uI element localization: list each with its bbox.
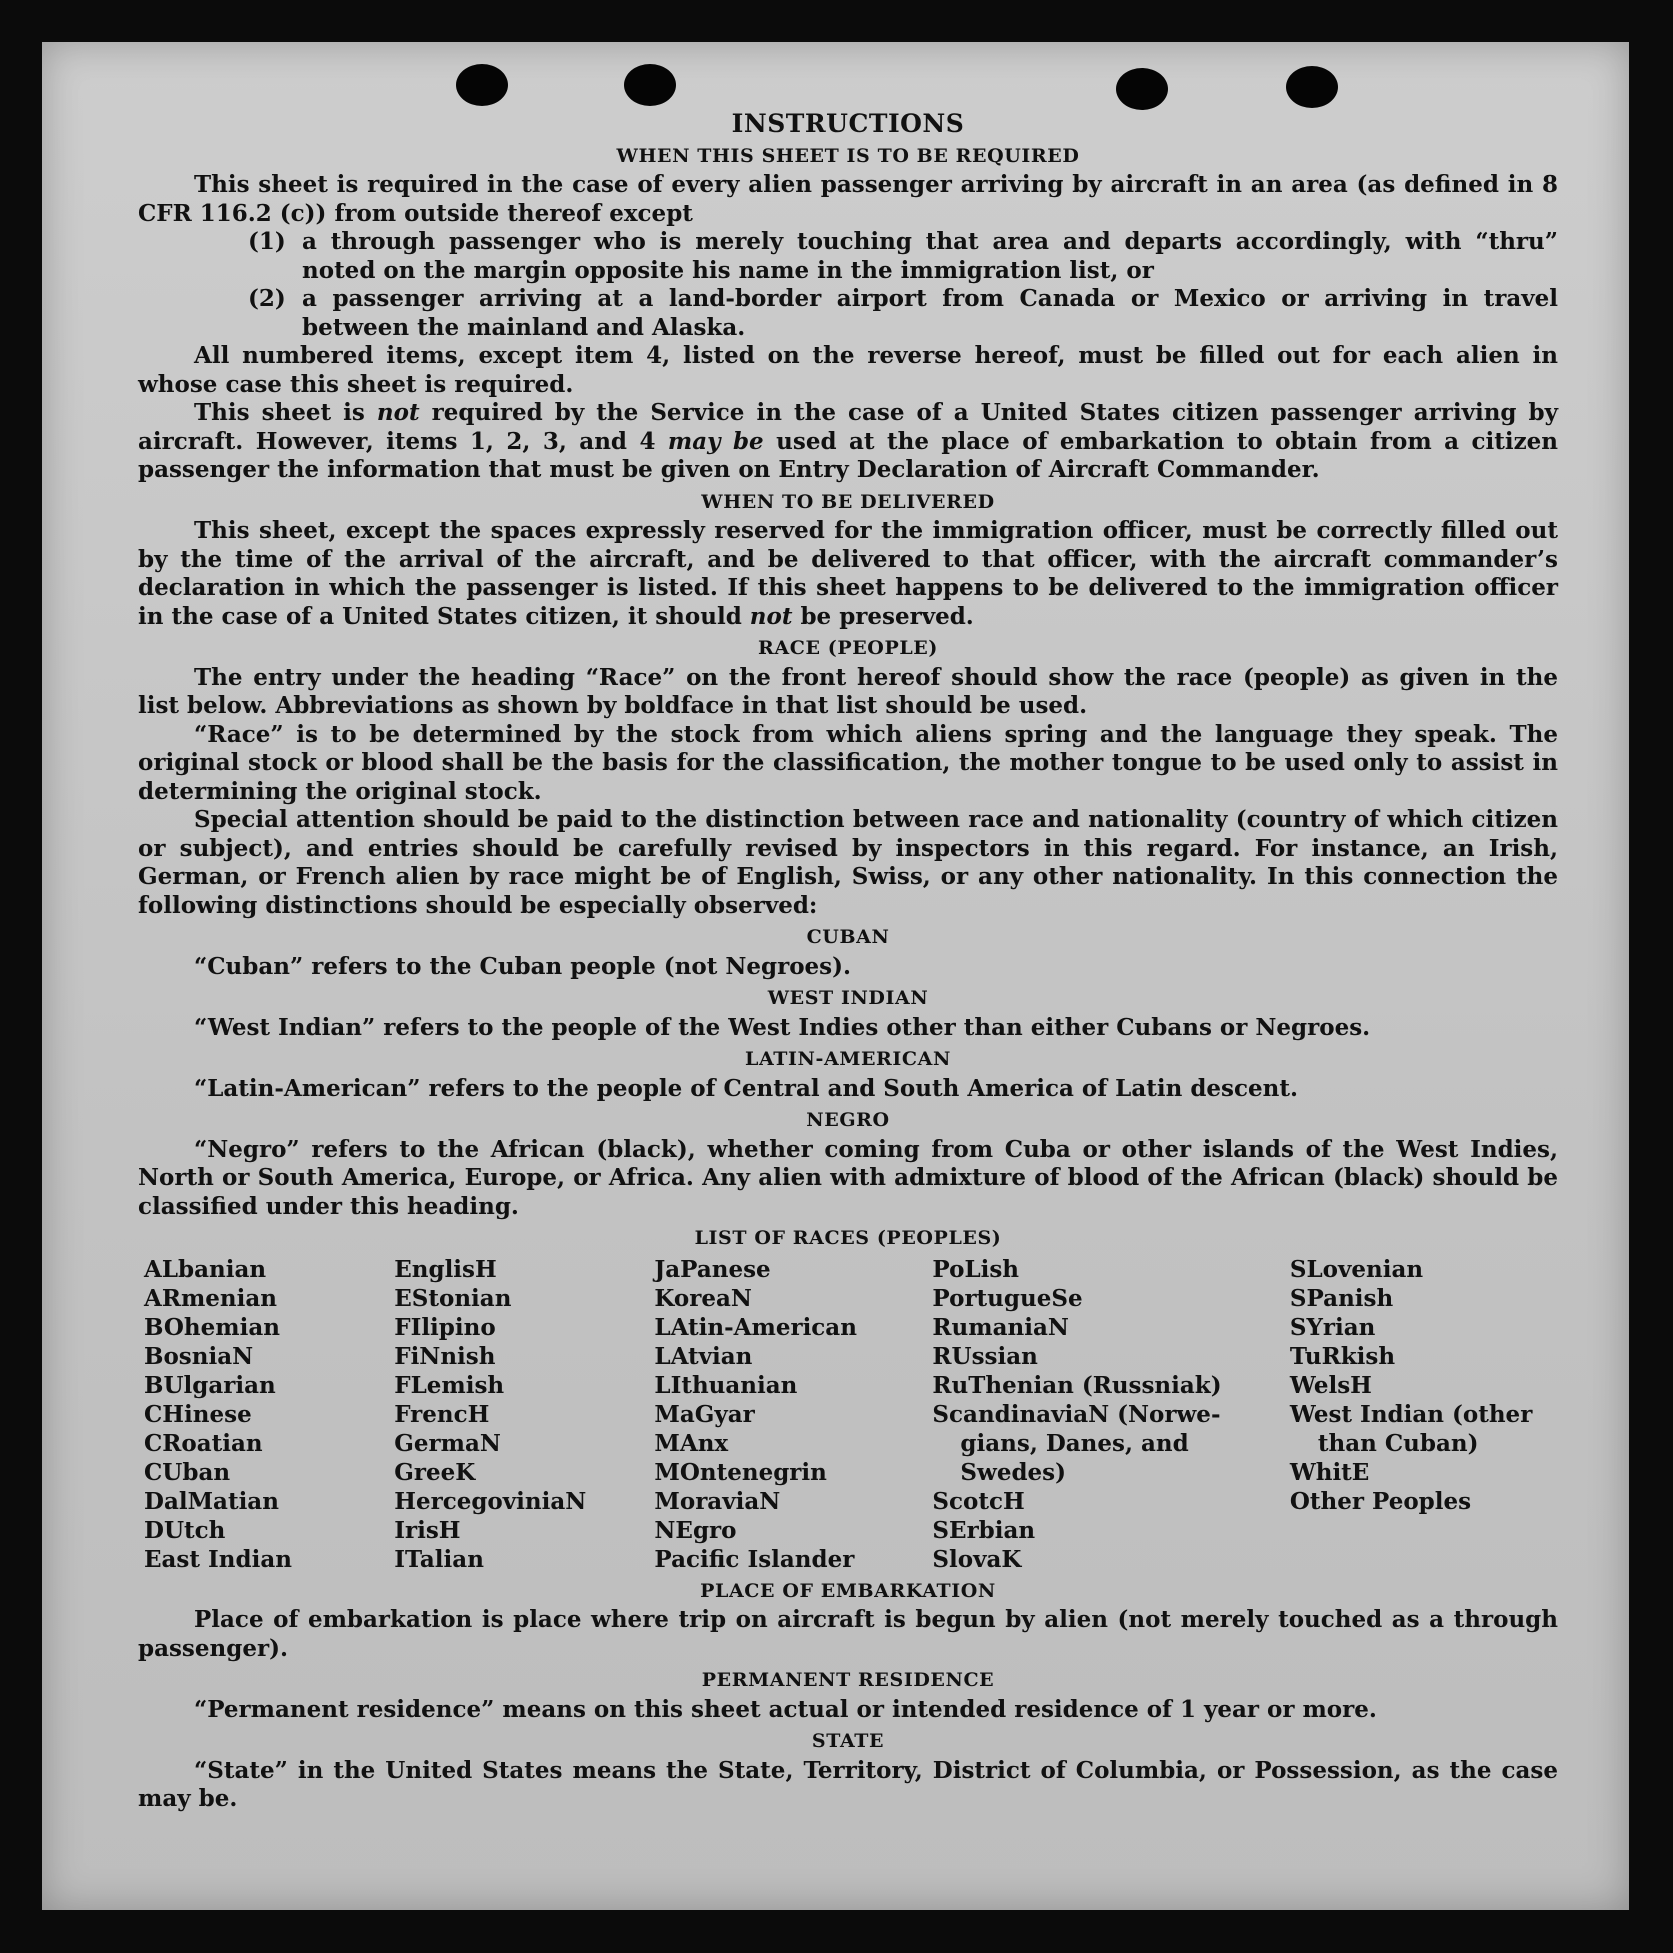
race-item: LAtvian — [654, 1342, 753, 1370]
item-number: (2) — [248, 285, 286, 312]
section-heading: PERMANENT RESIDENCE — [701, 1669, 995, 1691]
race-item: MoraviaN — [654, 1487, 781, 1515]
section-heading: STATE — [811, 1730, 885, 1752]
race-item: East Indian — [144, 1545, 292, 1573]
race-item: JaPanese — [654, 1255, 771, 1283]
item-text: a through passenger who is merely touching that area and departs accordingly, with “thru” noted on the margin opposite his name in the immigration list, or — [302, 228, 1558, 284]
race-item: EnglisH — [394, 1255, 497, 1283]
race-item: MAnx — [654, 1429, 729, 1457]
race-item: FLemish — [394, 1371, 505, 1399]
race-item: SLovenian — [1289, 1255, 1424, 1283]
paragraph: “West Indian” refers to the people of the West Indies other than either Cubans or Negroes. — [194, 1013, 1371, 1041]
race-item: BosniaN — [144, 1342, 254, 1370]
races-column — [1290, 1255, 1558, 1574]
list-item — [248, 228, 1558, 285]
item-number: (1) — [248, 228, 286, 255]
paragraph: The entry under the heading “Race” on the front hereof should show the race (people) as given in the list below. Abbreviations as shown by boldface in that list should be used. — [138, 663, 1558, 719]
race-item: RumaniaN — [932, 1313, 1069, 1341]
race-item: LAtin-American — [654, 1313, 857, 1341]
race-item: CRoatian — [144, 1429, 263, 1457]
emphasis: not — [376, 399, 420, 426]
page-title: INSTRUCTIONS — [731, 109, 965, 138]
race-item: WhitE — [1289, 1458, 1370, 1486]
punch-hole — [1286, 66, 1338, 108]
list-item — [248, 285, 1558, 342]
race-item: CUban — [144, 1458, 231, 1486]
race-item: gians, Danes, and — [960, 1429, 1189, 1457]
races-column — [932, 1255, 1289, 1574]
race-item: SPanish — [1289, 1284, 1394, 1312]
section-heading: WEST INDIAN — [767, 987, 929, 1009]
race-item: Swedes) — [960, 1458, 1067, 1486]
race-item: IrisH — [394, 1516, 461, 1544]
race-item: FrencH — [394, 1400, 490, 1428]
punch-hole — [456, 64, 508, 106]
race-item: ITalian — [394, 1545, 484, 1573]
paragraph: Special attention should be paid to the distinction between race and nationality (country of which citizen or subject), and entries should be carefully revised by inspectors in this regard. For instance, an Irish, German, or French alien by race might be of English, Swiss, or any other nationality. In this connection the following distinctions should be especially observed: — [138, 806, 1558, 919]
race-item: West Indian (other — [1289, 1400, 1533, 1428]
section-heading: WHEN TO BE DELIVERED — [701, 490, 995, 513]
paragraph: “Negro” refers to the African (black), whether coming from Cuba or other islands of the West Indies, North or South America, Europe, or Africa. Any alien with admixture of blood of the African (black) should be classified under this heading. — [138, 1135, 1558, 1220]
item-text: a passenger arriving at a land-border airport from Canada or Mexico or arriving in travel between the mainland and Alaska. — [302, 285, 1558, 341]
race-item: ARmenian — [144, 1284, 278, 1312]
race-item: GermaN — [394, 1429, 501, 1457]
paragraph: All numbered items, except item 4, listed on the reverse hereof, must be filled out for each alien in whose case this sheet is required. — [138, 342, 1558, 398]
race-item: GreeK — [394, 1458, 476, 1486]
emphasis: not — [749, 602, 793, 630]
race-item: DUtch — [144, 1516, 226, 1544]
race-item: PoLish — [932, 1255, 1020, 1283]
text-run: This sheet is — [194, 399, 377, 426]
paragraph: “State” in the United States means the State, Territory, District of Columbia, or Possession, as the case may be. — [138, 1756, 1558, 1812]
race-item: Pacific Islander — [654, 1545, 855, 1573]
race-item: ScandinaviaN (Norwe- — [932, 1400, 1221, 1428]
race-item: WelsH — [1289, 1371, 1372, 1399]
races-column — [394, 1255, 654, 1574]
race-item: RuThenian (Russniak) — [932, 1371, 1222, 1399]
race-item: ALbanian — [144, 1255, 267, 1283]
section-heading: NEGRO — [806, 1109, 890, 1131]
section-heading: LATIN-AMERICAN — [745, 1048, 951, 1070]
race-item: MaGyar — [654, 1400, 755, 1428]
paragraph: “Race” is to be determined by the stock from which aliens spring and the language they speak. The original stock or blood shall be the basis for the classification, the mother tongue to be used only to assist in determining the original stock. — [138, 720, 1558, 805]
race-item: KoreaN — [654, 1284, 752, 1312]
text-run: required by the Service in the case of a United States citizen passenger arriving by aircraft. However, items 1, 2, 3, and 4 — [138, 399, 1558, 455]
instructions-content — [138, 110, 1558, 1814]
race-item: FiNnish — [394, 1342, 496, 1370]
race-item: LIthuanian — [654, 1371, 798, 1399]
document-page — [42, 42, 1629, 1910]
paragraph: “Permanent residence” means on this sheet actual or intended residence of 1 year or more. — [194, 1695, 1377, 1723]
paragraph: This sheet is required in the case of every alien passenger arriving by aircraft in an area (as defined in 8 CFR 116.2 (c)) from outside thereof except — [138, 171, 1558, 227]
race-item: BOhemian — [144, 1313, 280, 1341]
race-item: HercegoviniaN — [394, 1487, 587, 1515]
paragraph: “Cuban” refers to the Cuban people (not Negroes). — [194, 952, 852, 980]
race-item: than Cuban) — [1317, 1429, 1479, 1457]
races-column — [654, 1255, 932, 1574]
section-heading: WHEN THIS SHEET IS TO BE REQUIRED — [616, 144, 1080, 167]
race-item: PortugueSe — [932, 1284, 1083, 1312]
text-run: used at the place of embarkation to obtain from a citizen passenger the information that must be given on Entry Declaration of Aircraft Commander. — [138, 427, 1559, 483]
section-heading: LIST OF RACES (PEOPLES) — [694, 1227, 1002, 1249]
text-run: be preserved. — [792, 602, 974, 630]
race-item: FIlipino — [394, 1313, 496, 1341]
race-item: CHinese — [144, 1400, 252, 1428]
race-item: SYrian — [1289, 1313, 1376, 1341]
race-item: BUlgarian — [144, 1371, 276, 1399]
paragraph — [138, 399, 1558, 485]
section-heading: CUBAN — [806, 926, 890, 948]
race-item: Other Peoples — [1289, 1487, 1472, 1515]
section-heading: RACE (PEOPLE) — [758, 637, 938, 659]
paragraph — [138, 517, 1558, 631]
race-item: DalMatian — [144, 1487, 279, 1515]
paragraph: Place of embarkation is place where trip on aircraft is begun by alien (not merely touched as a through passenger). — [138, 1606, 1558, 1662]
races-column — [144, 1255, 394, 1574]
race-item: MOntenegrin — [654, 1458, 827, 1486]
race-item: SlovaK — [932, 1545, 1022, 1573]
emphasis: may be — [667, 427, 764, 455]
punch-hole — [1116, 68, 1168, 110]
text-run: This sheet, except the spaces expressly reserved for the immigration officer, must be correctly filled out by the time of the arrival of the aircraft, and be delivered to that officer, with the aircraft commander’s declaration in which the passenger is listed. If this sheet happens to be delivered to the immigration officer in the case of a United States citizen, it should — [138, 517, 1558, 630]
race-item: SErbian — [932, 1516, 1036, 1544]
race-item: EStonian — [394, 1284, 512, 1312]
race-item: ScotcH — [932, 1487, 1025, 1515]
punch-hole — [624, 64, 676, 106]
races-list — [144, 1255, 1558, 1574]
race-item: TuRkish — [1289, 1342, 1396, 1370]
section-heading: PLACE OF EMBARKATION — [700, 1579, 996, 1602]
race-item: NEgro — [654, 1516, 737, 1544]
race-item: RUssian — [932, 1342, 1038, 1370]
paragraph: “Latin-American” refers to the people of Central and South America of Latin descent. — [194, 1074, 1298, 1102]
